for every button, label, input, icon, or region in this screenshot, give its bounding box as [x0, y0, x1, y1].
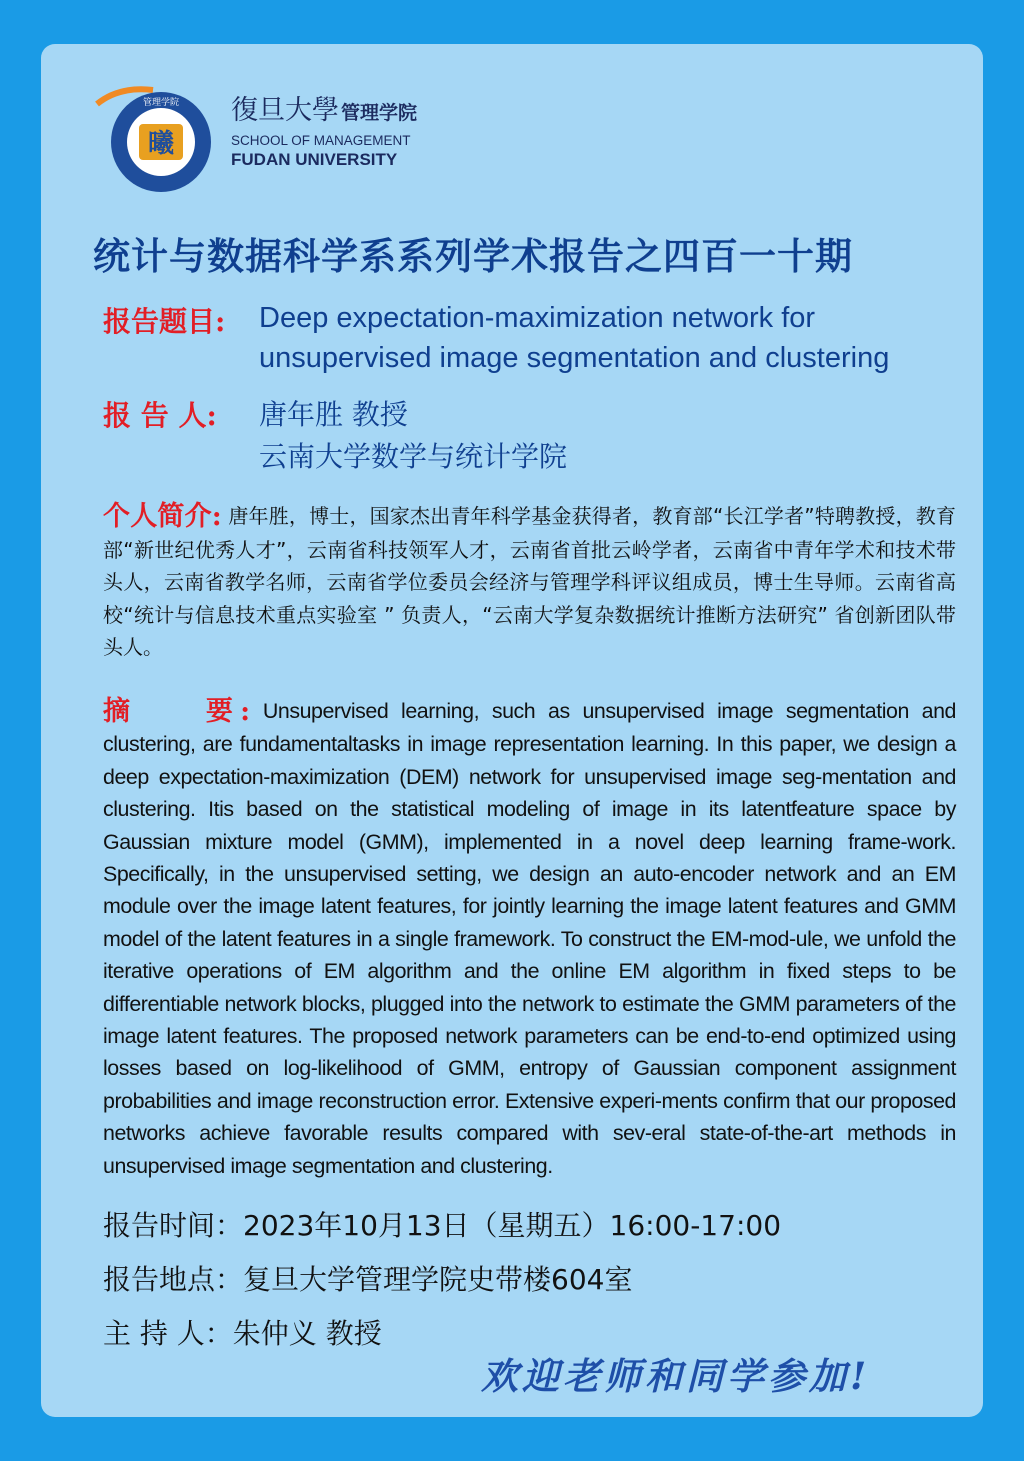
school-name-en: SCHOOL OF MANAGEMENT: [231, 133, 411, 148]
host: 主 持 人：朱仲义 教授: [103, 1317, 382, 1350]
speaker-block: [259, 394, 959, 478]
welcome-message: 欢迎老师和同学参加!: [481, 1354, 871, 1398]
bio-paragraph: [103, 500, 956, 664]
report-time: 报告时间：2023年10月13日（星期五）16:00-17:00: [103, 1209, 782, 1242]
report-place: 报告地点：复旦大学管理学院史带楼604室: [103, 1263, 633, 1296]
abstract-paragraph: [103, 695, 956, 1182]
fudan-management-logo: [89, 84, 429, 194]
university-name-cn: 復旦大學: [231, 95, 339, 126]
logo-text: [231, 94, 417, 170]
school-seal-icon: [89, 84, 221, 194]
school-name-cn: 管理学院: [341, 102, 418, 124]
abstract-label: 摘 要:: [103, 696, 251, 727]
poster-card: [41, 44, 983, 1417]
abstract-text: Unsupervised learning, such as unsupervised image segmentation and clustering, are fundamentaltasks in image representation learning. In this paper, we design a deep expectation-maximization (DEM) network for unsupervised image seg-mentation and clustering. Itis based on the statistical modeling of image in its latentfeature space by Gaussian mixture model (GMM), implemented in a novel deep learning frame-work. Specifically, in the unsupervised setting, we design an auto-encoder network and an EM module over the image latent features, for jointly learning the image latent features and GMM model of the latent features in a single framework. To construct the EM-mod-ule, we unfold the iterative operations of EM algorithm and the online EM algorithm in fixed steps to be differentiable network blocks, plugged into the network to estimate the GMM parameters of the image latent features. The proposed network parameters can be end-to-end optimized using losses based on log-likelihood of GMM, entropy of Gaussian component assignment probabilities and image reconstruction error. Extensive experi-ments confirm that our proposed networks achieve favorable results compared with sev-eral state-of-the-art methods in unsupervised image segmentation and clustering.: [103, 699, 956, 1178]
poster-title: 统计与数据科学系系列学术报告之四百一十期: [93, 235, 853, 278]
bio-text: 唐年胜，博士，国家杰出青年科学基金获得者，教育部“长江学者”特聘教授，教育部“新世纪优秀人才”，云南省科技领军人才，云南省首批云岭学者，云南省中青年学术和技术带头人，云南省教学名师，云南省学位委员会经济与管理学科评议组成员，博士生导师。云南省高校“统计与信息技术重点实验室 ” 负责人，“云南大学复杂数据统计推断方法研究” 省创新团队带头人。: [103, 504, 957, 659]
topic-label: 报告题目:: [103, 305, 226, 338]
svg-text:曦: 曦: [147, 129, 175, 159]
speaker-name: 唐年胜 教授: [259, 398, 408, 431]
bio-label: 个人简介:: [103, 501, 222, 532]
university-name-en: FUDAN UNIVERSITY: [231, 150, 398, 169]
topic-text: Deep expectation-maximization network for unsupervised image segmentation and clustering: [259, 302, 890, 374]
speaker-label: 报 告 人:: [103, 399, 217, 432]
svg-text:管理学院: 管理学院: [142, 98, 180, 108]
speaker-affiliation: 云南大学数学与统计学院: [259, 440, 568, 473]
